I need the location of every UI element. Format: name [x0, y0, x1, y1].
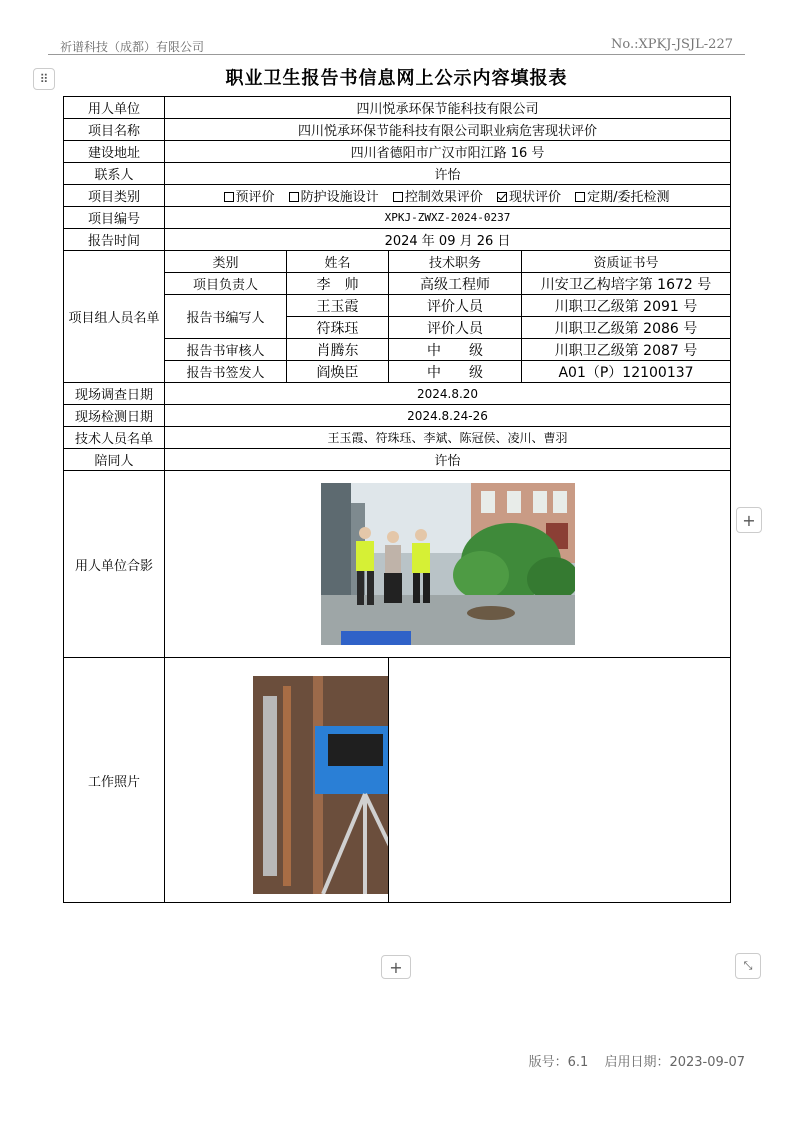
label-project-no: 项目编号 — [64, 207, 165, 229]
label-survey-date: 现场调查日期 — [64, 383, 165, 405]
row-work-photo — [64, 658, 731, 903]
row-employer — [64, 97, 731, 119]
label-escort: 陪同人 — [64, 449, 165, 471]
value-report-time[interactable]: 2024 年 09 月 26 日 — [165, 229, 731, 251]
member-title[interactable]: 高级工程师 — [389, 273, 522, 295]
row-project-no — [64, 207, 731, 229]
member-name[interactable]: 王玉霞 — [287, 295, 389, 317]
row-tech-staff — [64, 427, 731, 449]
label-employer: 用人单位 — [64, 97, 165, 119]
row-project-name — [64, 119, 731, 141]
member-category-reviewer: 报告书审核人 — [165, 339, 287, 361]
members-header-name: 姓名 — [287, 251, 389, 273]
member-title[interactable]: 评价人员 — [389, 295, 522, 317]
member-title[interactable]: 中 级 — [389, 339, 522, 361]
label-report-time: 报告时间 — [64, 229, 165, 251]
member-cert[interactable]: 川职卫乙级第 2087 号 — [522, 339, 731, 361]
header-divider — [48, 54, 745, 55]
checkbox-pre-evaluation[interactable] — [224, 192, 234, 202]
expand-icon[interactable]: ⤡ — [735, 953, 761, 979]
group-photo[interactable] — [321, 483, 575, 645]
member-cert[interactable]: 川职卫乙级第 2091 号 — [522, 295, 731, 317]
option-status-evaluation[interactable]: 现状评价 — [493, 190, 561, 205]
member-category-writer: 报告书编写人 — [165, 295, 287, 339]
option-pre-evaluation[interactable]: 预评价 — [220, 190, 275, 205]
member-category-leader: 项目负责人 — [165, 273, 287, 295]
project-type-options — [165, 185, 731, 207]
checkbox-periodic-testing[interactable] — [575, 192, 585, 202]
member-name[interactable]: 肖腾东 — [287, 339, 389, 361]
member-row-writer-1 — [64, 295, 731, 317]
checkbox-protection-design[interactable] — [289, 192, 299, 202]
value-employer[interactable]: 四川悦承环保节能科技有限公司 — [165, 97, 731, 119]
member-row-reviewer — [64, 339, 731, 361]
option-control-effect[interactable]: 控制效果评价 — [389, 190, 483, 205]
drag-handle-icon[interactable]: ⠿ — [33, 68, 55, 90]
member-name[interactable]: 符珠珏 — [287, 317, 389, 339]
value-contact[interactable]: 许怡 — [165, 163, 731, 185]
add-section-icon[interactable]: + — [381, 955, 411, 979]
label-group-photo: 用人单位合影 — [64, 471, 165, 658]
members-header-row — [64, 251, 731, 273]
member-cert[interactable]: 川职卫乙级第 2086 号 — [522, 317, 731, 339]
option-periodic-testing[interactable]: 定期/委托检测 — [571, 190, 669, 205]
member-name[interactable]: 阎焕臣 — [287, 361, 389, 383]
work-photo-cell-2 — [389, 658, 731, 903]
member-cert[interactable]: A01（P）12100137 — [522, 361, 731, 383]
checkbox-control-effect[interactable] — [393, 192, 403, 202]
option-protection-design[interactable]: 防护设施设计 — [285, 190, 379, 205]
label-members: 项目组人员名单 — [64, 251, 165, 383]
label-test-date: 现场检测日期 — [64, 405, 165, 427]
label-work-photo: 工作照片 — [64, 658, 165, 903]
row-escort — [64, 449, 731, 471]
work-photo[interactable] — [253, 676, 389, 894]
label-tech-staff: 技术人员名单 — [64, 427, 165, 449]
member-row-leader — [64, 273, 731, 295]
value-survey-date[interactable]: 2024.8.20 — [165, 383, 731, 405]
document-title: 职业卫生报告书信息网上公示内容填报表 — [225, 68, 568, 89]
value-escort[interactable]: 许怡 — [165, 449, 731, 471]
row-project-type — [64, 185, 731, 207]
footer-version: 版号：6.1 — [528, 1055, 589, 1070]
label-project-name: 项目名称 — [64, 119, 165, 141]
row-address — [64, 141, 731, 163]
group-photo-cell — [165, 471, 731, 658]
value-tech-staff[interactable]: 王玉霞、符珠珏、李斌、陈冠侯、凌川、曹羽 — [165, 427, 731, 449]
member-title[interactable]: 评价人员 — [389, 317, 522, 339]
footer — [517, 1051, 745, 1070]
checkbox-status-evaluation[interactable] — [497, 192, 507, 202]
row-report-time — [64, 229, 731, 251]
members-header-cert: 资质证书号 — [522, 251, 731, 273]
label-address: 建设地址 — [64, 141, 165, 163]
label-contact: 联系人 — [64, 163, 165, 185]
member-category-signer: 报告书签发人 — [165, 361, 287, 383]
value-address[interactable]: 四川省德阳市广汉市阳江路 16 号 — [165, 141, 731, 163]
members-header-category: 类别 — [165, 251, 287, 273]
add-row-icon[interactable]: + — [736, 507, 762, 533]
footer-date: 启用日期：2023-09-07 — [604, 1055, 745, 1070]
members-header-title: 技术职务 — [389, 251, 522, 273]
header-doc-number: No.:XPKJ-JSJL-227 — [611, 37, 733, 52]
value-test-date[interactable]: 2024.8.24-26 — [165, 405, 731, 427]
value-project-name[interactable]: 四川悦承环保节能科技有限公司职业病危害现状评价 — [165, 119, 731, 141]
info-form-table — [63, 96, 731, 903]
label-project-type: 项目类别 — [64, 185, 165, 207]
member-cert[interactable]: 川安卫乙构培字第 1672 号 — [522, 273, 731, 295]
member-name[interactable]: 李 帅 — [287, 273, 389, 295]
work-photo-cell — [165, 658, 389, 903]
row-group-photo — [64, 471, 731, 658]
row-contact — [64, 163, 731, 185]
header-company: 祈谱科技（成都）有限公司 — [60, 40, 205, 54]
member-title[interactable]: 中 级 — [389, 361, 522, 383]
member-row-signer — [64, 361, 731, 383]
row-test-date — [64, 405, 731, 427]
row-survey-date — [64, 383, 731, 405]
value-project-no[interactable]: XPKJ-ZWXZ-2024-0237 — [165, 207, 731, 229]
